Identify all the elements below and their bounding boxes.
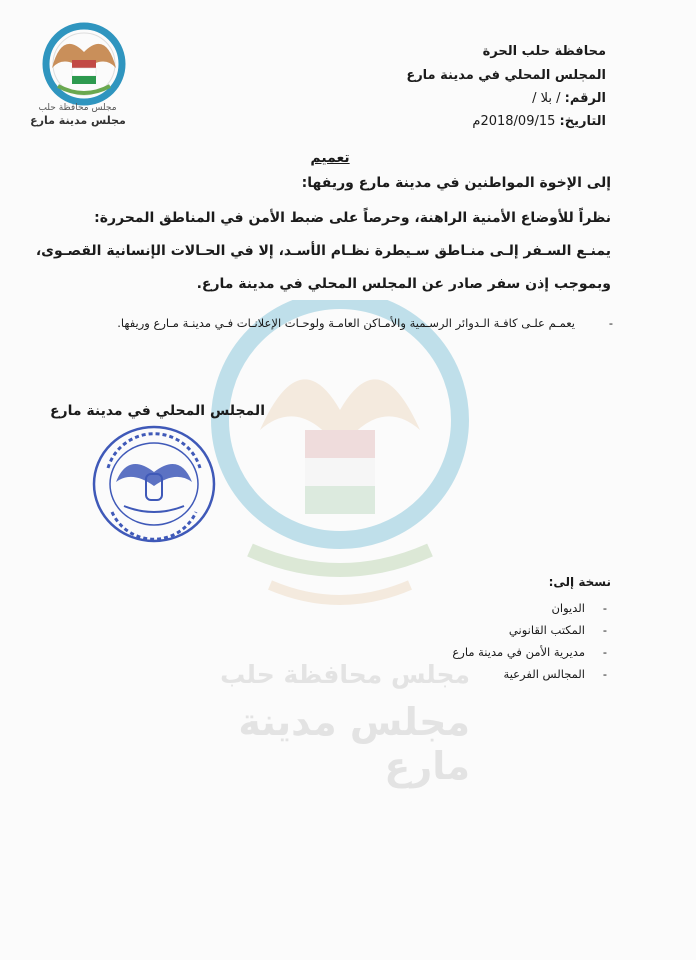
date-value: 2018/09/15م (472, 114, 556, 129)
logo-caption-governorate: مجلس محافظة حلب (38, 103, 117, 113)
copy-dash: - (602, 623, 608, 637)
watermark-line1: مجلس محافظة حلب (220, 660, 470, 689)
watermark-branches (250, 550, 430, 570)
bullet-dash: - (608, 316, 613, 330)
header-reference (532, 91, 606, 106)
letter-subject: تعميم (310, 150, 350, 166)
logo-flag-red (72, 60, 96, 68)
ref-label: الرقم: (564, 91, 606, 106)
watermark-flag-green (305, 486, 375, 514)
council-logo (38, 22, 130, 106)
copies-title: نسخة إلى: (548, 575, 611, 589)
official-stamp (88, 422, 220, 546)
watermark-flag-red (305, 430, 375, 458)
copies-list (391, 598, 611, 686)
watermark-flag-white (305, 458, 375, 486)
copy-recipient: الديوان (551, 601, 585, 615)
copy-recipient: مديرية الأمن في مدينة مارع (452, 645, 585, 659)
letter-greeting: إلى الإخوة المواطنين في مدينة مارع وريفها: (301, 175, 611, 191)
watermark-emblem (190, 300, 490, 630)
copy-item (391, 664, 611, 684)
copy-item (391, 642, 611, 662)
header-date (472, 114, 606, 129)
stamp-lettering-top (108, 434, 200, 468)
date-label: التاريخ: (559, 114, 606, 129)
copy-dash: - (602, 667, 608, 681)
signer-name: المجلس المحلي في مدينة مارع (49, 403, 265, 419)
logo-caption-council: مجلس مدينة مارع (30, 114, 126, 127)
letter-line2: وبموجب إذن سفر صادر عن المجلس المحلي في مدينة مارع. (196, 276, 611, 292)
header-governorate: محافظة حلب الحرة (482, 44, 606, 59)
logo-flag-white (72, 68, 96, 76)
stamp-ribbon (124, 506, 184, 512)
copy-dash: - (602, 601, 608, 615)
copy-recipient: المجالس الفرعية (503, 667, 585, 681)
bullet-text: يعمـم علـى كافـة الـدوائر الرسـمية والأمـاكن العامـة ولوحـات الإعلانـات فـي مدينـة مـارع وريفها. (117, 316, 575, 330)
letter-line1: يمنـع السـفر إلـى منـاطق سـيطرة نظـام الأسـد، إلا في الحـالات الإنسانية القصـوى، (35, 243, 611, 259)
ref-value: / بلا / (532, 91, 561, 106)
copy-recipient: المكتب القانوني (508, 623, 585, 637)
letter-intro: نظراً للأوضاع الأمنية الراهنة، وحرصاً على ضبط الأمن في المناطق المحررة: (94, 210, 611, 226)
header-council: المجلس المحلي في مدينة مارع (406, 68, 606, 83)
logo-branches (58, 86, 110, 93)
copy-dash: - (602, 645, 608, 659)
letter-bullet (91, 308, 611, 339)
copy-item (391, 598, 611, 618)
watermark-ribbon (270, 585, 410, 600)
logo-flag-green (72, 76, 96, 84)
watermark-line2: مجلس مدينة مارع (238, 700, 470, 788)
copy-item (391, 620, 611, 640)
